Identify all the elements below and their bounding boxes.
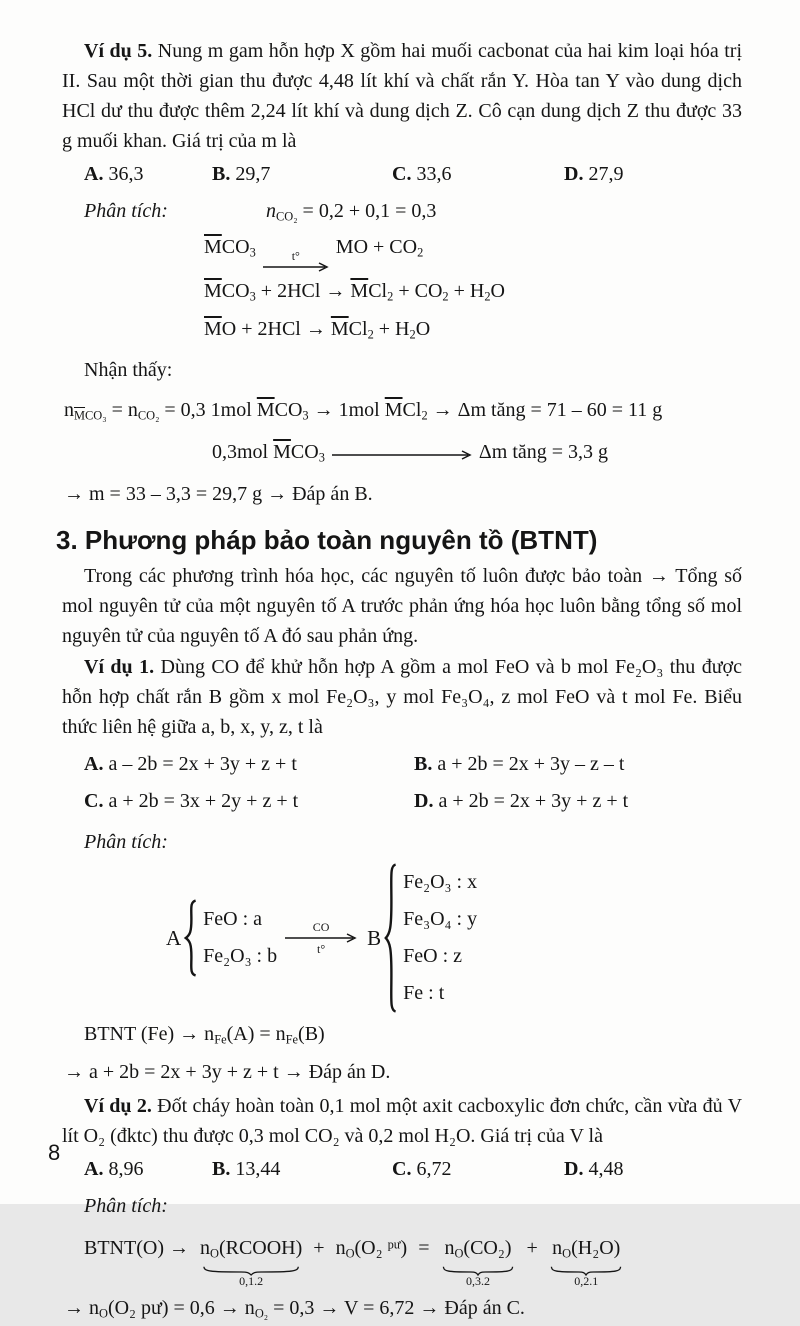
mixture-b-label: B [367, 926, 382, 950]
formula-answer-c: → $n_O(O_2$ pư) = $0,6 \to n_{O_2} = 0,3 \to V = 6,72$ → Đáp án C. [64, 1297, 525, 1321]
long-arrow [332, 450, 472, 460]
option-ex1-a: A. a – 2b = 2x + 3y + z + t [84, 753, 297, 775]
paragraph-example1 [62, 652, 742, 742]
formula-btnt-o: BTNT(O) → $n_O(RCOOH)$ 0,1.2 + $n_O(O_2$ $^{pư}$) = $n_O(CO_2)$ 0,3.2 + $n_O(H_2O)$ 0,2.1 [84, 1231, 742, 1288]
underbrace-h2o: $n_O(H_2O)$ 0,2.1 [552, 1237, 621, 1288]
option-ex2-c: C. 6,72 [392, 1158, 452, 1180]
option-ex1-d: D. a + 2b = 2x + 3y + z + t [414, 790, 629, 812]
co-reduction-arrow: CO t° [285, 922, 357, 955]
mixture-a-contents: FeO : a Fe₂O₃ : b [203, 908, 278, 967]
analysis-heading-ex5 [84, 194, 742, 228]
example1-text: Dùng CO để khử hỗn hợp A gồm a mol FeO và b mol Fe₂O₃ thu được hỗn hợp chất rắn B gồm x mol Fe₂O₃, y mol Fe₃O₄, z mol FeO và t mol Fe. Biểu thức liên hệ giữa a, b, x, y, z, t là [62, 656, 743, 738]
example2-label: Ví dụ 2. [84, 1095, 152, 1117]
paragraph-section3-intro: Trong các phương trình hóa học, các nguyên tố luôn được bảo toàn → Tổng số mol nguyên tử của một nguyên tố A trước phản ứng hóa học luôn bằng tổng số mol nguyên tử của nguyên tố A đó sau phản ứng. [62, 565, 742, 647]
formula-answer-d: → a + 2b = 2x + 3y + z + t → Đáp án D. [64, 1061, 391, 1083]
reaction-arrow: t° [263, 251, 329, 272]
option-ex2-b: B. 13,44 [212, 1158, 281, 1180]
formula-mass-increase: $n_{\overline{M}CO_3} = n_{CO_2} = 0,3$ 1mol $\overline{M}CO_3 \to 1mol$ $\overline{M}Cl_2 \to \Delta m$ tăng = 71 – 60 = 11 g [64, 399, 663, 423]
analysis-label: Phân tích: [84, 200, 168, 222]
example5-options [84, 159, 742, 189]
formula-mco3-hcl: $\overline{M}CO_3 + 2HCl \to \overline{M}Cl_2 + CO_2 + H_2O$ [204, 280, 505, 304]
underbrace-co2: $n_O(CO_2)$ 0,3.2 [444, 1237, 512, 1288]
example5-text: Nung m gam hỗn hợp X gồm hai muối cacbonat của hai kim loại hóa trị II. Sau một thời gian thu được 4,48 lít khí và chất rắn Y. Hòa tan Y vào dung dịch HCl dư thu được thêm 2,24 lít khí và dung dịch Z. Cô cạn dung dịch Z thu được 33 g muối khan. Giá trị của m là [62, 40, 743, 152]
option-ex2-a: A. 8,96 [84, 1158, 144, 1180]
option-ex1-c: C. a + 2b = 3x + 2y + z + t [84, 790, 299, 812]
formula-btnt-fe: BTNT $(Fe) \to n_{Fe}(A) = n_{Fe}(B)$ [84, 1023, 325, 1047]
paragraph-example2 [62, 1091, 742, 1151]
mixture-a-label: A [166, 926, 182, 950]
formula-mo-hcl: $\overline{M}O + 2HCl \to \overline{M}Cl_2 + H_2O$ [204, 318, 431, 342]
left-brace [183, 899, 197, 977]
example1-label: Ví dụ 1. [84, 656, 155, 678]
example5-label: Ví dụ 5. [84, 40, 153, 62]
formula-delta-m: 0,3mol $\overline{M}CO_3$ Δm tăng = 3,3 g [212, 441, 609, 465]
formula-answer-b: → m = 33 – 3,3 = 29,7 g → Đáp án B. [64, 483, 373, 505]
equations-ex5 [204, 228, 742, 348]
example1-options [84, 746, 742, 820]
option-ex1-b: B. a + 2b = 2x + 3y – z – t [414, 753, 625, 775]
option-ex5-a: A. 36,3 [84, 163, 144, 185]
right-brace [383, 863, 397, 1013]
analysis-heading-ex2: Phân tích: [84, 1195, 168, 1217]
observe-heading: Nhận thấy: [84, 359, 173, 381]
analysis-heading-ex1: Phân tích: [84, 831, 168, 853]
brace-diagram [164, 863, 742, 1013]
option-ex5-c: C. 33,6 [392, 163, 452, 185]
example2-options [84, 1154, 742, 1184]
mixture-b-contents: Fe₂O₃ : x Fe₃O₄ : y FeO : z Fe : t [403, 871, 478, 1004]
section-heading: 3. Phương pháp bảo toàn nguyên tồ (BTNT) [56, 525, 598, 555]
paragraph-example5 [62, 36, 742, 156]
option-ex5-b: B. 29,7 [212, 163, 271, 185]
term-o2-pu: $n_O(O_2$ $^{pư}$) [335, 1237, 408, 1261]
formula-thermal-decomposition: $\overline{M}CO_3$ t° MO + $CO_2$ [204, 228, 742, 272]
example2-text: Đốt cháy hoàn toàn 0,1 mol một axit cacboxylic đơn chức, cần vừa đủ V lít O₂ (đktc) thu được 0,3 mol CO₂ và 0,2 mol H₂O. Giá trị của V là [62, 1095, 743, 1147]
option-ex2-d: D. 4,48 [564, 1158, 624, 1180]
underbrace-rcooh: $n_O(RCOOH)$ 0,1.2 [199, 1237, 303, 1288]
page-number: 8 [48, 1140, 61, 1165]
formula-nco2: $n_{CO_2} = 0,2 + 0,1 = 0,3$ [266, 200, 437, 224]
option-ex5-d: D. 27,9 [564, 163, 624, 185]
